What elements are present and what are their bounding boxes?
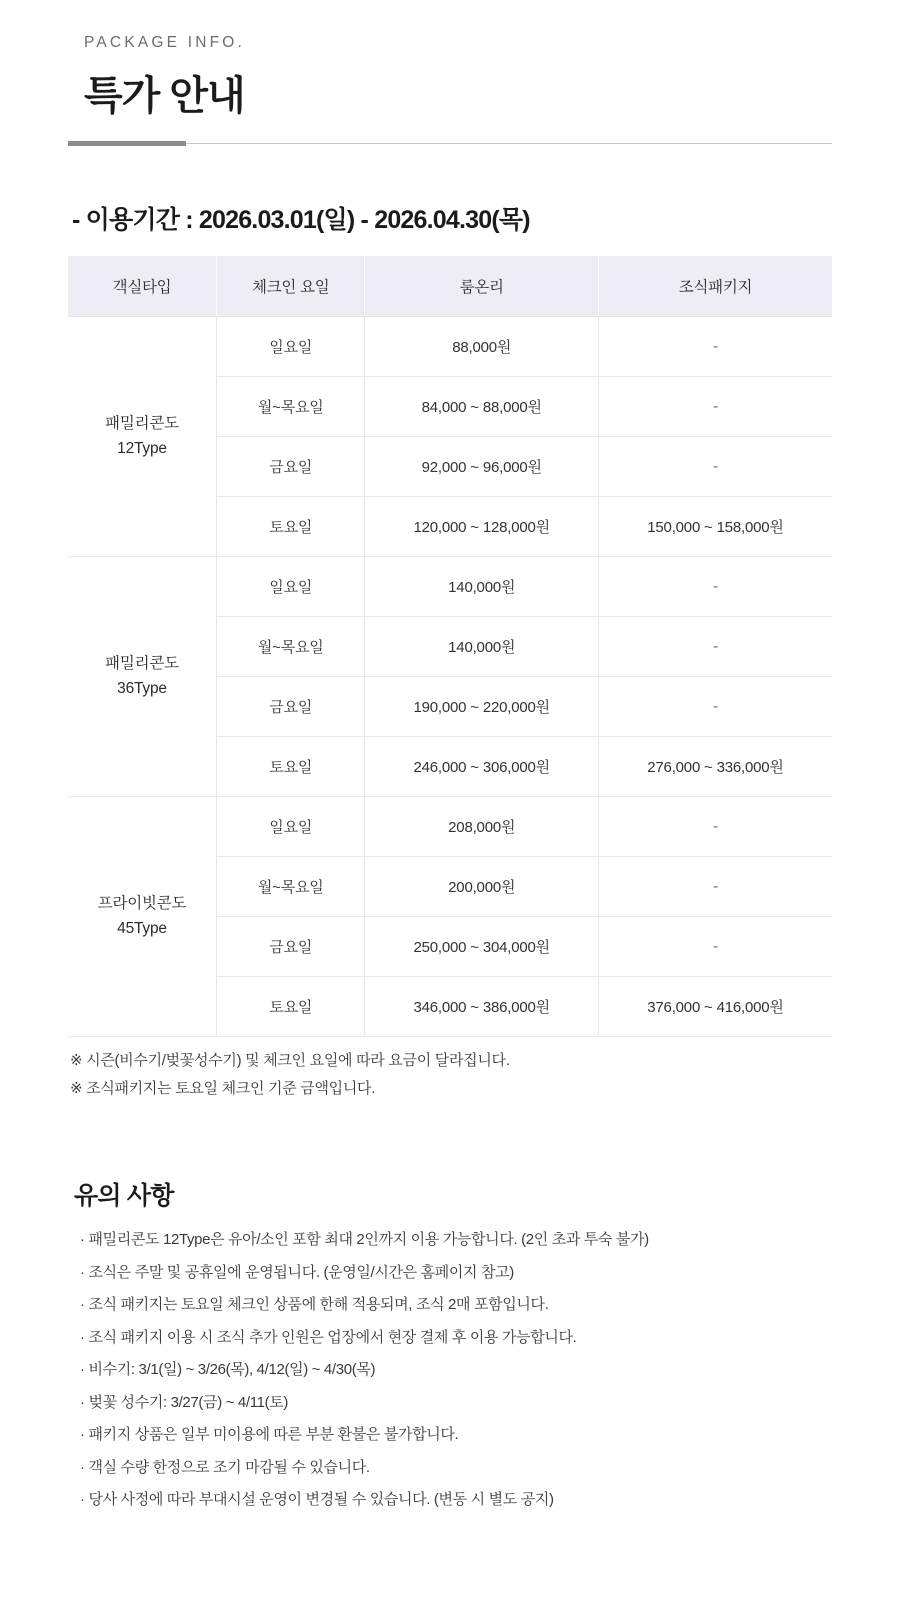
room-only-price-cell: 140,000원 [365, 617, 599, 677]
room-only-price-cell: 120,000 ~ 128,000원 [365, 497, 599, 557]
caution-item: · 객실 수량 한정으로 조기 마감될 수 있습니다. [80, 1458, 370, 1476]
room-only-price-cell: 246,000 ~ 306,000원 [365, 737, 599, 797]
cautions-list [80, 1230, 832, 1510]
table-row [68, 557, 832, 617]
room-only-price-cell: 92,000 ~ 96,000원 [365, 437, 599, 497]
bottom-spacer [68, 1523, 832, 1583]
checkin-day-cell: 월~목요일 [216, 377, 364, 437]
checkin-day-cell: 일요일 [216, 797, 364, 857]
page-title: 특가 안내 [84, 74, 245, 118]
caution-item: · 비수기: 3/1(일) ~ 3/26(목), 4/12(일) ~ 4/30(목) [80, 1361, 376, 1378]
breakfast-price-cell: - [598, 437, 832, 497]
room-type-cell [68, 557, 216, 797]
price-table [68, 256, 832, 1037]
room-type-line2: 36Type [117, 679, 167, 697]
checkin-day-cell: 토요일 [216, 977, 364, 1037]
caution-item: · 패키지 상품은 일부 미이용에 따른 부분 환불은 불가합니다. [80, 1426, 459, 1443]
column-header-checkin-day: 체크인 요일 [216, 256, 364, 317]
title-divider [68, 143, 832, 144]
checkin-day-cell: 일요일 [216, 317, 364, 377]
room-only-price-cell: 88,000원 [365, 317, 599, 377]
checkin-day-cell: 월~목요일 [216, 617, 364, 677]
table-notes [70, 1049, 832, 1098]
room-type-cell [68, 317, 216, 557]
breakfast-price-cell: - [598, 677, 832, 737]
checkin-day-cell: 금요일 [216, 677, 364, 737]
checkin-day-cell: 금요일 [216, 437, 364, 497]
table-row [68, 797, 832, 857]
checkin-day-cell: 월~목요일 [216, 857, 364, 917]
caution-item: · 조식은 주말 및 공휴일에 운영됩니다. (운영일/시간은 홈페이지 참고) [80, 1263, 514, 1281]
room-only-price-cell: 200,000원 [365, 857, 599, 917]
room-type-line2: 45Type [117, 919, 167, 937]
breakfast-price-cell: 276,000 ~ 336,000원 [598, 737, 832, 797]
breakfast-price-cell: 376,000 ~ 416,000원 [598, 977, 832, 1037]
breakfast-price-cell: 150,000 ~ 158,000원 [598, 497, 832, 557]
table-header-row [68, 256, 832, 317]
room-type-line1: 패밀리콘도 [105, 415, 179, 433]
table-note-item: ※ 시즌(비수기/벚꽃성수기) 및 체크인 요일에 따라 요금이 달라집니다. [70, 1052, 510, 1069]
eyebrow-label: PACKAGE INFO. [84, 34, 246, 51]
breakfast-price-cell: - [598, 317, 832, 377]
checkin-day-cell: 금요일 [216, 917, 364, 977]
caution-item: · 당사 사정에 따라 부대시설 운영이 변경될 수 있습니다. (변동 시 별도 공지) [80, 1491, 554, 1508]
breakfast-price-cell: - [598, 857, 832, 917]
room-only-price-cell: 208,000원 [365, 797, 599, 857]
room-type-line2: 12Type [117, 439, 167, 457]
caution-item: · 조식 패키지는 토요일 체크인 상품에 한해 적용되며, 조식 2매 포함입니다. [80, 1296, 549, 1313]
room-type-line1: 프라이빗콘도 [97, 895, 187, 913]
breakfast-price-cell: - [598, 377, 832, 437]
breakfast-price-cell: - [598, 617, 832, 677]
column-header-breakfast-package: 조식패키지 [598, 256, 832, 317]
room-only-price-cell: 140,000원 [365, 557, 599, 617]
room-type-cell [68, 797, 216, 1037]
checkin-day-cell: 토요일 [216, 497, 364, 557]
checkin-day-cell: 토요일 [216, 737, 364, 797]
breakfast-price-cell: - [598, 917, 832, 977]
cautions-title: 유의 사항 [74, 1182, 174, 1210]
room-only-price-cell: 346,000 ~ 386,000원 [365, 977, 599, 1037]
table-row [68, 317, 832, 377]
caution-item: · 패밀리콘도 12Type은 유아/소인 포함 최대 2인까지 이용 가능합니다. (2인 초과 투숙 불가) [80, 1231, 649, 1248]
column-header-room-type: 객실타입 [68, 256, 216, 317]
breakfast-price-cell: - [598, 557, 832, 617]
page-header [68, 0, 832, 144]
column-header-room-only: 룸온리 [365, 256, 599, 317]
room-only-price-cell: 250,000 ~ 304,000원 [365, 917, 599, 977]
caution-item: · 벚꽃 성수기: 3/27(금) ~ 4/11(토) [80, 1393, 288, 1411]
caution-item: · 조식 패키지 이용 시 조식 추가 인원은 업장에서 현장 결제 후 이용 가능합니다. [80, 1328, 577, 1346]
checkin-day-cell: 일요일 [216, 557, 364, 617]
room-only-price-cell: 84,000 ~ 88,000원 [365, 377, 599, 437]
usage-period: - 이용기간 : 2026.03.01(일) - 2026.04.30(목) [72, 206, 530, 234]
breakfast-price-cell: - [598, 797, 832, 857]
room-type-line1: 패밀리콘도 [105, 655, 179, 673]
room-only-price-cell: 190,000 ~ 220,000원 [365, 677, 599, 737]
table-note-item: ※ 조식패키지는 토요일 체크인 기준 금액입니다. [70, 1080, 376, 1097]
